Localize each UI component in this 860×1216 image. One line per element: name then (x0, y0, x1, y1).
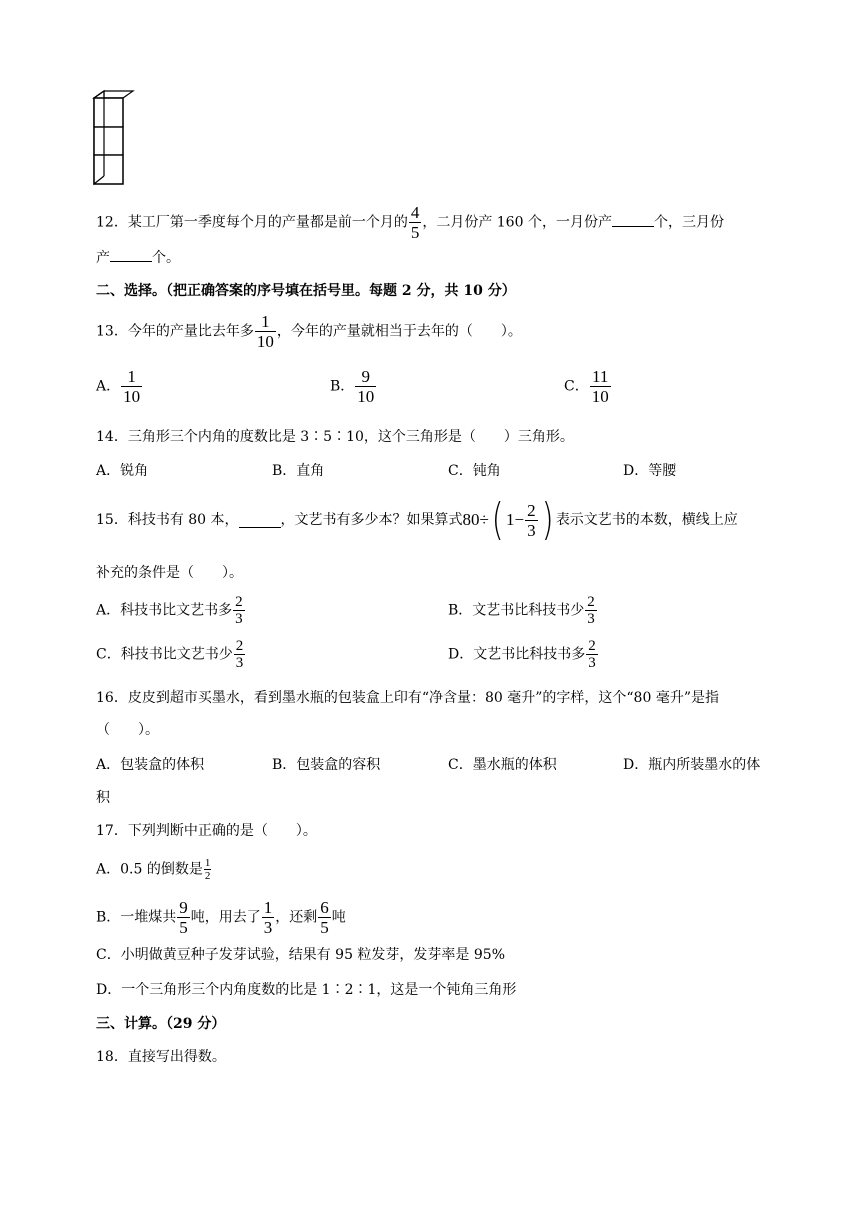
q15-option-a-fraction: $\frac{2}{3}$ (235, 594, 243, 627)
q14-option-d[interactable]: D．等腰 (623, 463, 677, 479)
question-16-line2: （ ）。 (96, 722, 159, 738)
question-13 (96, 312, 522, 351)
q12-answer-blank-1[interactable] (612, 212, 654, 227)
q17-option-b-fraction-1: $\frac{9}{5}$ (179, 898, 188, 937)
right-paren: ) (541, 494, 554, 545)
question-14: 14．三角形三个内角的度数比是 3∶5∶10，这个三角形是（ ）三角形。 (96, 429, 574, 445)
q16-option-c[interactable]: C．墨水瓶的体积 (448, 757, 557, 773)
left-paren: ( (491, 494, 504, 545)
question-12-line2 (96, 247, 180, 268)
option-text: D．文艺书比科技书多 (448, 646, 586, 663)
question-15-line1 (96, 494, 738, 545)
q17-option-a[interactable] (96, 857, 212, 882)
q16-option-d[interactable]: D．瓶内所装墨水的体 (623, 757, 761, 773)
q12-text-c: 个，三月份 (653, 214, 724, 231)
q16-option-b[interactable]: B．包装盒的容积 (272, 757, 381, 773)
question-17: 17．下列判断中正确的是（ ）。 (96, 823, 317, 839)
q15-text-a: 15．科技书有 80 本， (96, 512, 239, 528)
q17-option-a-fraction: $\frac{1}{2}$ (204, 857, 211, 882)
q17-option-d[interactable]: D．一个三角形三个内角度数的比是 1∶2∶1，这是一个钝角三角形 (96, 982, 517, 998)
option-label: B． (330, 378, 355, 395)
q12-fraction: $\frac{4}{5}$ (410, 203, 420, 242)
section-2-heading: 二、选择。（把正确答案的序号填在括号里。每题 2 分，共 10 分） (96, 283, 516, 299)
q12-text-d: 产 (96, 250, 110, 266)
option-text: A．科技书比文艺书多 (96, 602, 233, 619)
option-text: C．科技书比文艺书少 (96, 646, 233, 663)
q15-expr-mid: 1− (506, 510, 525, 529)
q15-text-b: ，文艺书有多少本？如果算式 (280, 512, 463, 528)
option-text: 吨，用去了 (190, 909, 261, 926)
q15-option-c-fraction: $\frac{2}{3}$ (235, 638, 244, 671)
option-label: A． (96, 378, 121, 395)
cube-stack-figure (90, 88, 140, 188)
q13-option-b[interactable] (330, 367, 377, 406)
q16-option-d-wrap: 积 (96, 790, 110, 806)
q13-option-c-fraction: $\frac{11}{10}$ (591, 367, 609, 406)
q12-text-b: ，二月份产 160 个，一月份产 (422, 214, 612, 231)
q13-text-b: ，今年的产量就相当于去年的（ ）。 (276, 323, 522, 340)
q15-option-d-fraction: $\frac{2}{3}$ (588, 638, 596, 671)
option-text: B．文艺书比科技书少 (448, 602, 585, 619)
q12-answer-blank-2[interactable] (110, 247, 152, 262)
q15-answer-blank[interactable] (239, 513, 281, 528)
q13-option-a[interactable] (96, 367, 143, 406)
q14-option-a[interactable]: A．锐角 (96, 463, 149, 479)
option-text: 吨 (331, 909, 346, 926)
question-16-line1: 16．皮皮到超市买墨水，看到墨水瓶的包装盒上印有“净含量：80 毫升”的字样，这个“80 毫升”是指 (96, 690, 719, 706)
q12-text-a: 12．某工厂第一季度每个月的产量都是前一个月的 (96, 214, 408, 231)
q15-option-b[interactable] (448, 594, 598, 627)
option-text: A．0.5 的倒数是 (96, 861, 203, 878)
q15-option-c[interactable] (96, 638, 246, 671)
q15-option-d[interactable] (448, 638, 599, 671)
question-12-line1 (96, 203, 724, 242)
q17-option-b-fraction-3: $\frac{6}{5}$ (320, 898, 329, 937)
question-15-line2: 补充的条件是（ ）。 (96, 565, 243, 581)
q14-option-c[interactable]: C．钝角 (448, 463, 501, 479)
q17-option-b[interactable] (96, 898, 346, 937)
option-label: C． (564, 378, 589, 395)
q15-option-a[interactable] (96, 594, 246, 627)
q17-option-b-fraction-2: $\frac{1}{3}$ (263, 898, 273, 937)
q16-option-a[interactable]: A．包装盒的体积 (96, 757, 205, 773)
section-3-heading: 三、计算。（29 分） (96, 1016, 226, 1032)
q15-fraction: $\frac{2}{3}$ (527, 500, 536, 540)
q13-option-b-fraction: $\frac{9}{10}$ (357, 367, 375, 406)
q14-option-b[interactable]: B．直角 (272, 463, 325, 479)
q13-text-a: 13．今年的产量比去年多 (96, 323, 254, 340)
q13-option-c[interactable] (564, 367, 612, 406)
q12-text-e: 个。 (152, 250, 180, 266)
q15-expr-left: 80÷ (462, 510, 489, 529)
option-text: ，还剩 (275, 909, 318, 926)
q17-option-c[interactable]: C．小明做黄豆种子发芽试验，结果有 95 粒发芽，发芽率是 95% (96, 947, 505, 963)
q15-text-c: 表示文艺书的本数，横线上应 (555, 512, 738, 528)
q13-fraction: $\frac{1}{10}$ (256, 312, 274, 351)
question-18: 18．直接写出得数。 (96, 1049, 226, 1065)
q15-option-b-fraction: $\frac{2}{3}$ (587, 594, 595, 627)
option-text: B．一堆煤共 (96, 909, 177, 926)
q13-option-a-fraction: $\frac{1}{10}$ (123, 367, 141, 406)
